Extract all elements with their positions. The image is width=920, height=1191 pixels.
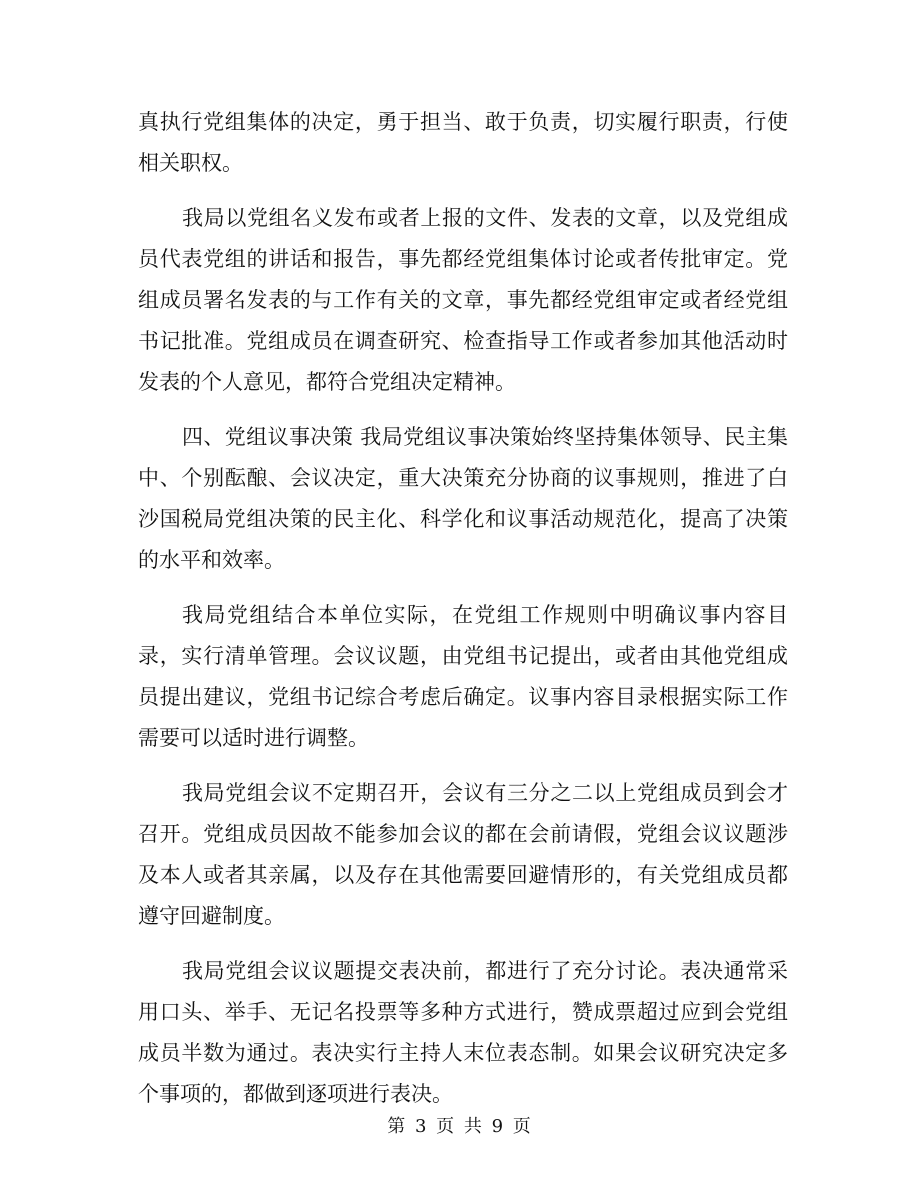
- document-body: [138, 102, 788, 1129]
- paragraph-4: 我局党组结合本单位实际，在党组工作规则中明确议事内容目录，实行清单管理。会议议题，由党组书记提出，或者由其他党组成员提出建议，党组书记综合考虑后确定。议事内容目录根据实际工作需要可以适时进行调整。: [138, 603, 788, 750]
- paragraph-2: 我局以党组名义发布或者上报的文件、发表的文章，以及党组成员代表党组的讲话和报告，事先都经党组集体讨论或者传批审定。党组成员署名发表的与工作有关的文章，事先都经党组审定或者经党组书记批准。党组成员在调查研究、检查指导工作或者参加其他活动时发表的个人意见，都符合党组决定精神。: [138, 206, 788, 394]
- paragraph-3: 四、党组议事决策 我局党组议事决策始终坚持集体领导、民主集中、个别酝酿、会议决定，重大决策充分协商的议事规则，推进了白沙国税局党组决策的民主化、科学化和议事活动规范化，提高了决策的水平和效率。: [138, 425, 788, 572]
- paragraph-5: 我局党组会议不定期召开，会议有三分之二以上党组成员到会才召开。党组成员因故不能参加会议的都在会前请假，党组会议议题涉及本人或者其亲属，以及存在其他需要回避情形的，有关党组成员都遵守回避制度。: [138, 781, 788, 928]
- paragraph-6: 我局党组会议议题提交表决前，都进行了充分讨论。表决通常采用口头、举手、无记名投票等多种方式进行，赞成票超过应到会党组成员半数为通过。表决实行主持人末位表态制。如果会议研究决定多个事项的，都做到逐项进行表决。: [138, 959, 788, 1106]
- paragraph-1: 真执行党组集体的决定，勇于担当、敢于负责，切实履行职责，行使相关职权。: [138, 110, 788, 175]
- page-number-footer: 第 3 页 共 9 页: [387, 1116, 533, 1137]
